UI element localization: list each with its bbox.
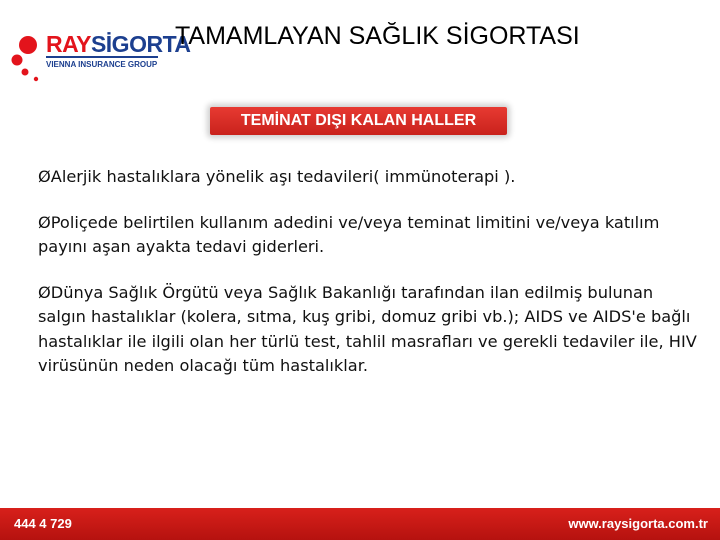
section-subtitle-banner — [210, 107, 507, 135]
section-subtitle: TEMİNAT DIŞI KALAN HALLER — [240, 112, 477, 129]
logo-dots-icon — [8, 30, 48, 85]
bullet-list — [38, 165, 698, 400]
arrow-bullet-icon: Ø — [38, 212, 51, 232]
page-title: TAMAMLAYAN SAĞLIK SİGORTASI — [175, 22, 580, 50]
footer-website-link[interactable]: www.raysigorta.com.tr — [568, 516, 708, 531]
bullet-text: Alerjik hastalıklara yönelik aşı tedavileri( immünoterapi ). — [50, 167, 516, 186]
logo-group-name: VIENNA INSURANCE GROUP — [46, 60, 158, 69]
logo-divider — [46, 56, 158, 58]
logo-brand-ray: RAY — [46, 30, 91, 57]
bullet-text: Dünya Sağlık Örgütü veya Sağlık Bakanlığı tarafından ilan edilmiş bulunan salgın hastalıklar (kolera, sıtma, kuş gribi, domuz gribi vb.); AIDS ve AIDS'e bağlı hastalıklar ile ilgili olan her türlü test, tahlil masrafları ve gerekli tedaviler ile, HIV virüsünün neden olacağı tüm hastalıklar. — [38, 282, 697, 375]
footer-bar — [0, 508, 720, 540]
bullet-text: Poliçede belirtilen kullanım adedini ve/veya teminat limitini ve/veya katılım payını aşan ayakta tedavi giderleri. — [38, 212, 660, 256]
arrow-bullet-icon: Ø — [38, 282, 51, 302]
logo-brand-sigorta: SİGORTA — [90, 30, 191, 57]
logo-brand — [46, 30, 191, 58]
bullet-item — [38, 211, 698, 260]
company-logo — [8, 30, 191, 85]
footer-phone: 444 4 729 — [14, 516, 72, 531]
arrow-bullet-icon: Ø — [38, 167, 51, 186]
bullet-item — [38, 165, 698, 190]
bullet-item — [38, 281, 698, 379]
